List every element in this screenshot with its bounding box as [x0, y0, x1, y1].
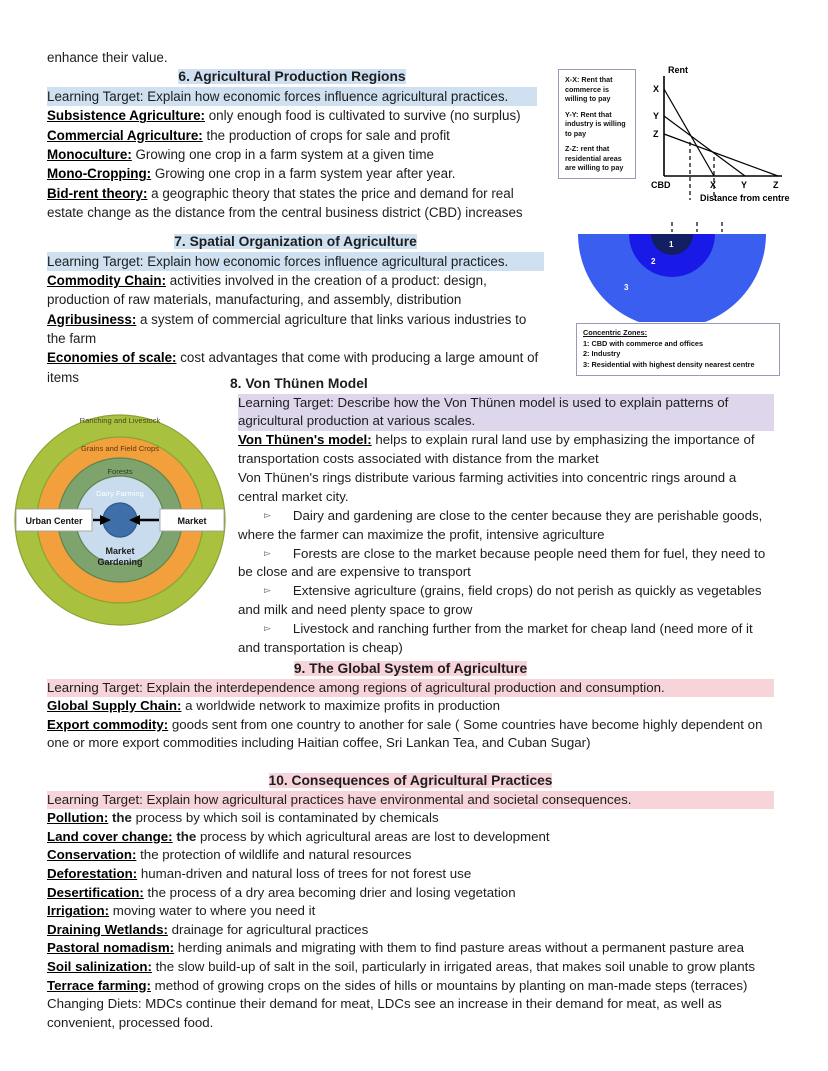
bid-rent-figure	[558, 64, 794, 204]
urban-center-box-label: Urban Center	[25, 516, 83, 526]
term-entry	[47, 977, 774, 996]
term-entry	[47, 164, 537, 183]
term-definition: method of growing crops on the sides of hills or mountains by planting on man-made steps (terraces)	[150, 977, 748, 993]
von-thunen-rings-figure	[12, 402, 228, 638]
term-definition-emphasis: the	[172, 828, 197, 844]
zones-legend-item-1: 1: CBD with commerce and offices	[583, 338, 704, 348]
term-entry	[47, 271, 544, 310]
bid-rent-ytick-x: X	[653, 84, 660, 94]
term-definition: human-driven and natural loss of trees for not forest use	[137, 866, 472, 882]
section-8-heading: 8. Von Thünen Model	[230, 376, 368, 391]
term-label: Bid-rent theory:	[47, 185, 148, 201]
bullet-item	[238, 620, 774, 658]
ring-label-dairy: Dairy Farming	[96, 489, 144, 498]
term-entry	[238, 431, 774, 469]
bid-rent-svg	[642, 64, 794, 204]
term-entry	[47, 865, 774, 884]
term-label: Pastoral nomadism:	[47, 940, 175, 956]
section-10	[47, 771, 774, 1033]
bid-rent-xtick-y: Y	[741, 180, 748, 190]
section-6-terms	[47, 106, 537, 222]
term-label: Land cover change:	[47, 828, 173, 844]
term-entry	[47, 809, 774, 828]
term-definition: helps to explain rural land use by emphasizing the importance of transportation costs associated with distance from the market	[238, 432, 755, 467]
market-box-label: Market	[177, 516, 207, 526]
zone-label-3: 3	[624, 283, 629, 292]
term-definition: moving water to where you need it	[109, 903, 316, 919]
legend-line-xx: X-X: Rent that commerce is willing to pay	[565, 75, 613, 103]
legend-line-yy: Y-Y: Rent that industry is willing to pay	[565, 109, 626, 138]
term-entry	[47, 184, 537, 223]
term-entry	[47, 921, 774, 940]
term-entry	[47, 310, 544, 349]
bullet-text: Forests are close to the market because people need them for fuel, they need to be close and are expensive to transport	[238, 545, 766, 580]
section-6-learning-target: Learning Target: Explain how economic forces influence agricultural practices.	[47, 87, 537, 106]
triangle-bullet-icon: ▻	[264, 509, 271, 520]
term-definition: the slow build-up of salt in the soil, particularly in irrigated areas, that makes soil unable to grow plants	[151, 959, 756, 975]
triangle-bullet-icon: ▻	[264, 585, 271, 596]
bid-rent-ytick-y: Y	[653, 111, 660, 121]
legend-line-zz: Z-Z: rent that residential areas are willing to pay	[565, 144, 624, 172]
term-label: Irrigation:	[47, 903, 110, 919]
term-label: Terrace farming:	[47, 977, 151, 993]
term-entry	[47, 884, 774, 903]
term-entry	[47, 939, 774, 958]
ring-label-ranching: Ranching and Livestock	[79, 416, 161, 425]
center-label-line1: Market	[105, 546, 135, 556]
term-entry	[47, 697, 774, 716]
term-definition: the process of a dry area becoming drier and losing vegetation	[143, 884, 516, 900]
ring-label-forests: Forests	[107, 467, 133, 476]
section-7-learning-target: Learning Target: Explain how economic forces influence agricultural practices.	[47, 252, 544, 271]
term-label: Von Thünen's model:	[238, 432, 372, 448]
term-label: Agribusiness:	[47, 311, 137, 327]
section-6	[47, 48, 537, 222]
term-definition: the protection of wildlife and natural resources	[136, 847, 412, 863]
bid-rent-y-axis-label: Rent	[668, 65, 688, 75]
term-definition: a geographic theory that states the price and demand for real estate change as the distance from the central business district (CBD) increases	[47, 185, 523, 220]
term-definition: herding animals and migrating with them to find pasture areas without a permanent pasture area	[174, 940, 744, 956]
term-label: Mono-Cropping:	[47, 166, 152, 182]
continuation-line: enhance their value.	[47, 50, 168, 65]
term-definition: a system of commercial agriculture that links various industries to the farm	[47, 311, 527, 347]
bid-rent-xtick-x: X	[710, 180, 717, 190]
zones-legend-item-3: 3: Residential with highest density nearest centre	[583, 359, 755, 369]
bullet-item	[238, 507, 774, 545]
zone-label-2: 2	[651, 257, 656, 266]
bid-rent-legend	[558, 69, 636, 179]
concentric-zones-svg	[565, 222, 780, 322]
term-definition: process by which soil is contaminated by chemicals	[131, 810, 439, 826]
term-definition: cost advantages that come with producing a large amount of items	[47, 350, 539, 385]
term-definition: activities involved in the creation of a product: design, production of raw materials, manufacturing, and assembly, distribution	[47, 273, 487, 308]
term-label: Conservation:	[47, 847, 137, 863]
bullet-text: Extensive agriculture (grains, field crops) do not perish as quickly as vegetables and milk and need plenty space to grow	[238, 583, 762, 618]
term-label: Soil salinization:	[47, 959, 152, 975]
term-definition: a worldwide network to maximize profits in production	[181, 698, 500, 714]
section-7	[47, 232, 544, 387]
term-label: Subsistence Agriculture:	[47, 108, 205, 124]
term-entry	[47, 846, 774, 865]
term-label: Commercial Agriculture:	[47, 127, 203, 143]
triangle-bullet-icon: ▻	[264, 623, 271, 634]
section-8-learning-target: Learning Target: Describe how the Von Thünen model is used to explain patterns of agricultural production at various scales.	[238, 394, 774, 432]
term-entry	[47, 126, 537, 145]
zones-legend-item-2: 2: Industry	[583, 349, 621, 359]
section-10-learning-target: Learning Target: Explain how agricultural practices have environmental and societal consequences.	[47, 791, 774, 810]
term-entry	[47, 716, 774, 753]
bid-rent-x-axis-label: Distance from centre	[700, 193, 790, 203]
center-label-line2: Gardening	[97, 557, 143, 567]
section-9-learning-target: Learning Target: Explain the interdependence among regions of agricultural production and consumption.	[47, 679, 774, 698]
von-thunen-rings-svg	[12, 402, 228, 638]
section-10-closing: Changing Diets: MDCs continue their demand for meat, LDCs see an increase in their demand for meat, as well as convenient, processed food.	[47, 996, 722, 1030]
concentric-zones-figure	[565, 222, 780, 382]
bullet-text: Livestock and ranching further from the market for cheap land (need more of it and transportation is cheap)	[238, 621, 753, 655]
bid-rent-ytick-z: Z	[653, 129, 659, 139]
section-10-heading: 10. Consequences of Agricultural Practices	[268, 773, 553, 788]
term-definition: the production of crops for sale and profit	[202, 127, 450, 143]
term-label: Commodity Chain:	[47, 273, 167, 289]
section-8	[230, 374, 774, 658]
section-9-heading: 9. The Global System of Agriculture	[293, 661, 528, 676]
term-entry	[47, 145, 537, 164]
bid-rent-xtick-z: Z	[773, 180, 779, 190]
term-label: Deforestation:	[47, 866, 138, 882]
term-entry	[47, 106, 537, 125]
term-definition: process by which agricultural areas are lost to development	[196, 828, 550, 844]
term-label: Draining Wetlands:	[47, 921, 168, 937]
section-9	[47, 659, 774, 753]
term-definition: Growing one crop in a farm system at a given time	[131, 147, 434, 163]
term-entry	[47, 902, 774, 921]
section-6-heading: 6. Agricultural Production Regions	[178, 69, 406, 85]
term-definition: only enough food is cultivated to survive (no surplus)	[205, 108, 521, 124]
bullet-item	[238, 545, 774, 583]
zones-legend-title: Concentric Zones:	[583, 328, 648, 337]
term-label: Desertification:	[47, 884, 144, 900]
term-label: Pollution:	[47, 810, 109, 826]
term-entry	[47, 828, 774, 847]
bullet-item	[238, 582, 774, 620]
zone-label-1: 1	[669, 240, 674, 249]
term-definition: drainage for agricultural practices	[167, 921, 369, 937]
bid-rent-plot	[642, 64, 794, 204]
term-label: Global Supply Chain:	[47, 698, 182, 714]
term-definition: Growing one crop in a farm system year after year.	[151, 166, 456, 182]
term-definition: goods sent from one country to another for sale ( Some countries have become highly dependent on one or more export commodities including Haitian coffee, Sri Lankan Tea, and Cuban Sugar)	[47, 716, 763, 751]
bid-rent-xtick-cbd: CBD	[651, 180, 671, 190]
concentric-zones-legend	[576, 323, 780, 376]
term-label: Monoculture:	[47, 147, 132, 163]
triangle-bullet-icon: ▻	[264, 547, 271, 558]
ring-label-grains: Grains and Field Crops	[80, 444, 160, 453]
term-label: Export commodity:	[47, 716, 169, 732]
section-8-plain-line: Von Thünen's rings distribute various farming activities into concentric rings around a central market city.	[238, 470, 737, 504]
term-definition-emphasis: the	[108, 810, 132, 826]
term-entry	[47, 958, 774, 977]
term-label: Economies of scale:	[47, 350, 177, 366]
section-7-terms	[47, 271, 544, 387]
bullet-text: Dairy and gardening are close to the center because they are perishable goods, where the farmer can maximize the profit, intensive agriculture	[238, 507, 763, 542]
section-7-heading: 7. Spatial Organization of Agriculture	[174, 234, 417, 249]
